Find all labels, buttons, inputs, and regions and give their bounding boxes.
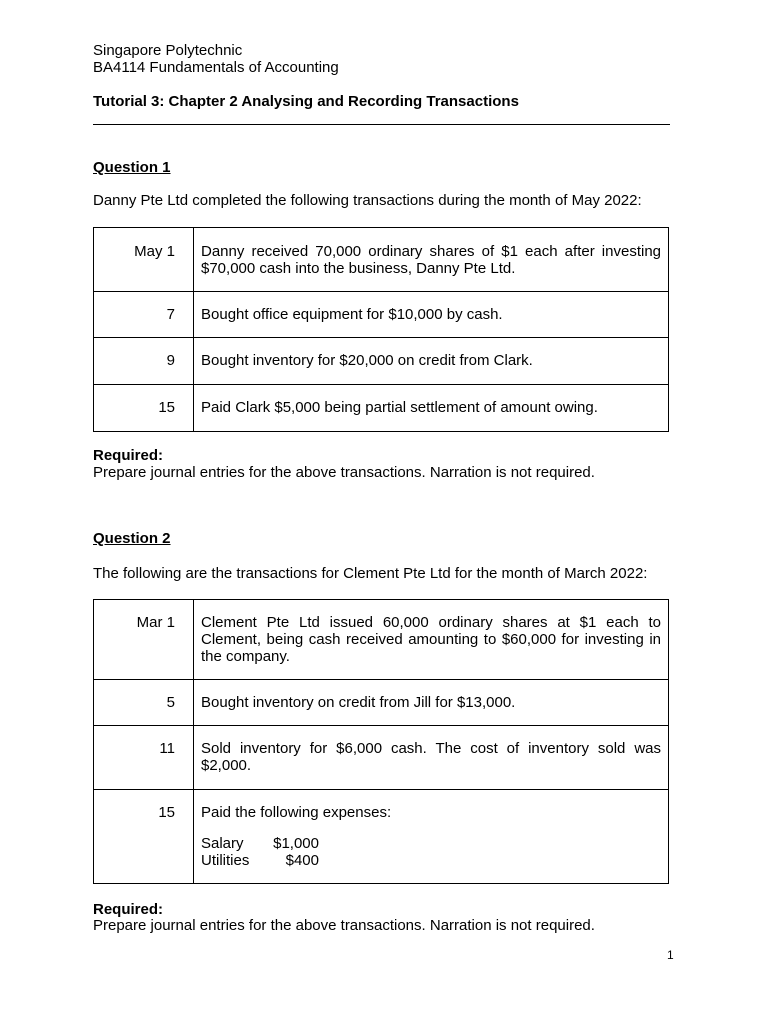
question-1-required-label: Required: xyxy=(93,447,164,464)
transaction-date: 11 xyxy=(94,726,194,790)
transaction-description: Bought office equipment for $10,000 by cash. xyxy=(194,292,669,338)
question-2-transactions-table xyxy=(93,599,669,884)
transaction-date: 7 xyxy=(94,292,194,338)
expense-line xyxy=(201,835,661,852)
question-1-transactions-table xyxy=(93,227,669,432)
question-2-intro: The following are the transactions for Clement Pte Ltd for the month of March 2022: xyxy=(93,565,648,582)
table-row xyxy=(94,790,669,884)
expense-name: Utilities xyxy=(201,852,250,869)
transaction-description: Sold inventory for $6,000 cash. The cost of inventory sold was $2,000. xyxy=(194,726,669,790)
institution-name: Singapore Polytechnic xyxy=(93,42,243,59)
expense-amount: $1,000 xyxy=(273,835,319,852)
table-row xyxy=(94,228,669,292)
expense-name: Salary xyxy=(201,835,244,852)
table-row xyxy=(94,385,669,432)
question-2-required-text: Prepare journal entries for the above transactions. Narration is not required. xyxy=(93,917,595,934)
table-row xyxy=(94,292,669,338)
table-row xyxy=(94,680,669,726)
table-row xyxy=(94,600,669,680)
transaction-date: 15 xyxy=(94,385,194,432)
question-1-intro: Danny Pte Ltd completed the following transactions during the month of May 2022: xyxy=(93,192,642,209)
tutorial-title: Tutorial 3: Chapter 2 Analysing and Recording Transactions xyxy=(93,93,519,110)
transaction-description-expenses xyxy=(194,790,669,884)
page-number: 1 xyxy=(667,948,674,962)
expense-line xyxy=(201,852,661,869)
table-row xyxy=(94,338,669,385)
question-2-required-label: Required: xyxy=(93,901,164,918)
header-divider xyxy=(93,124,670,125)
transaction-date: May 1 xyxy=(94,228,194,292)
question-2-heading: Question 2 xyxy=(93,530,171,547)
transaction-date: 15 xyxy=(94,790,194,884)
transaction-description: Paid Clark $5,000 being partial settlement of amount owing. xyxy=(194,385,669,432)
transaction-description: Clement Pte Ltd issued 60,000 ordinary shares at $1 each to Clement, being cash received amounting to $60,000 for investing in the company. xyxy=(194,600,669,680)
transaction-date: 9 xyxy=(94,338,194,385)
transaction-description: Danny received 70,000 ordinary shares of $1 each after investing $70,000 cash into the business, Danny Pte Ltd. xyxy=(194,228,669,292)
expenses-intro: Paid the following expenses: xyxy=(201,804,392,821)
transaction-description: Bought inventory on credit from Jill for $13,000. xyxy=(194,680,669,726)
question-1-required-text: Prepare journal entries for the above transactions. Narration is not required. xyxy=(93,464,595,481)
transaction-date: Mar 1 xyxy=(94,600,194,680)
table-row xyxy=(94,726,669,790)
transaction-description: Bought inventory for $20,000 on credit from Clark. xyxy=(194,338,669,385)
question-1-heading: Question 1 xyxy=(93,159,171,176)
expense-amount: $400 xyxy=(285,852,319,869)
transaction-date: 5 xyxy=(94,680,194,726)
module-name: BA4114 Fundamentals of Accounting xyxy=(93,59,339,76)
